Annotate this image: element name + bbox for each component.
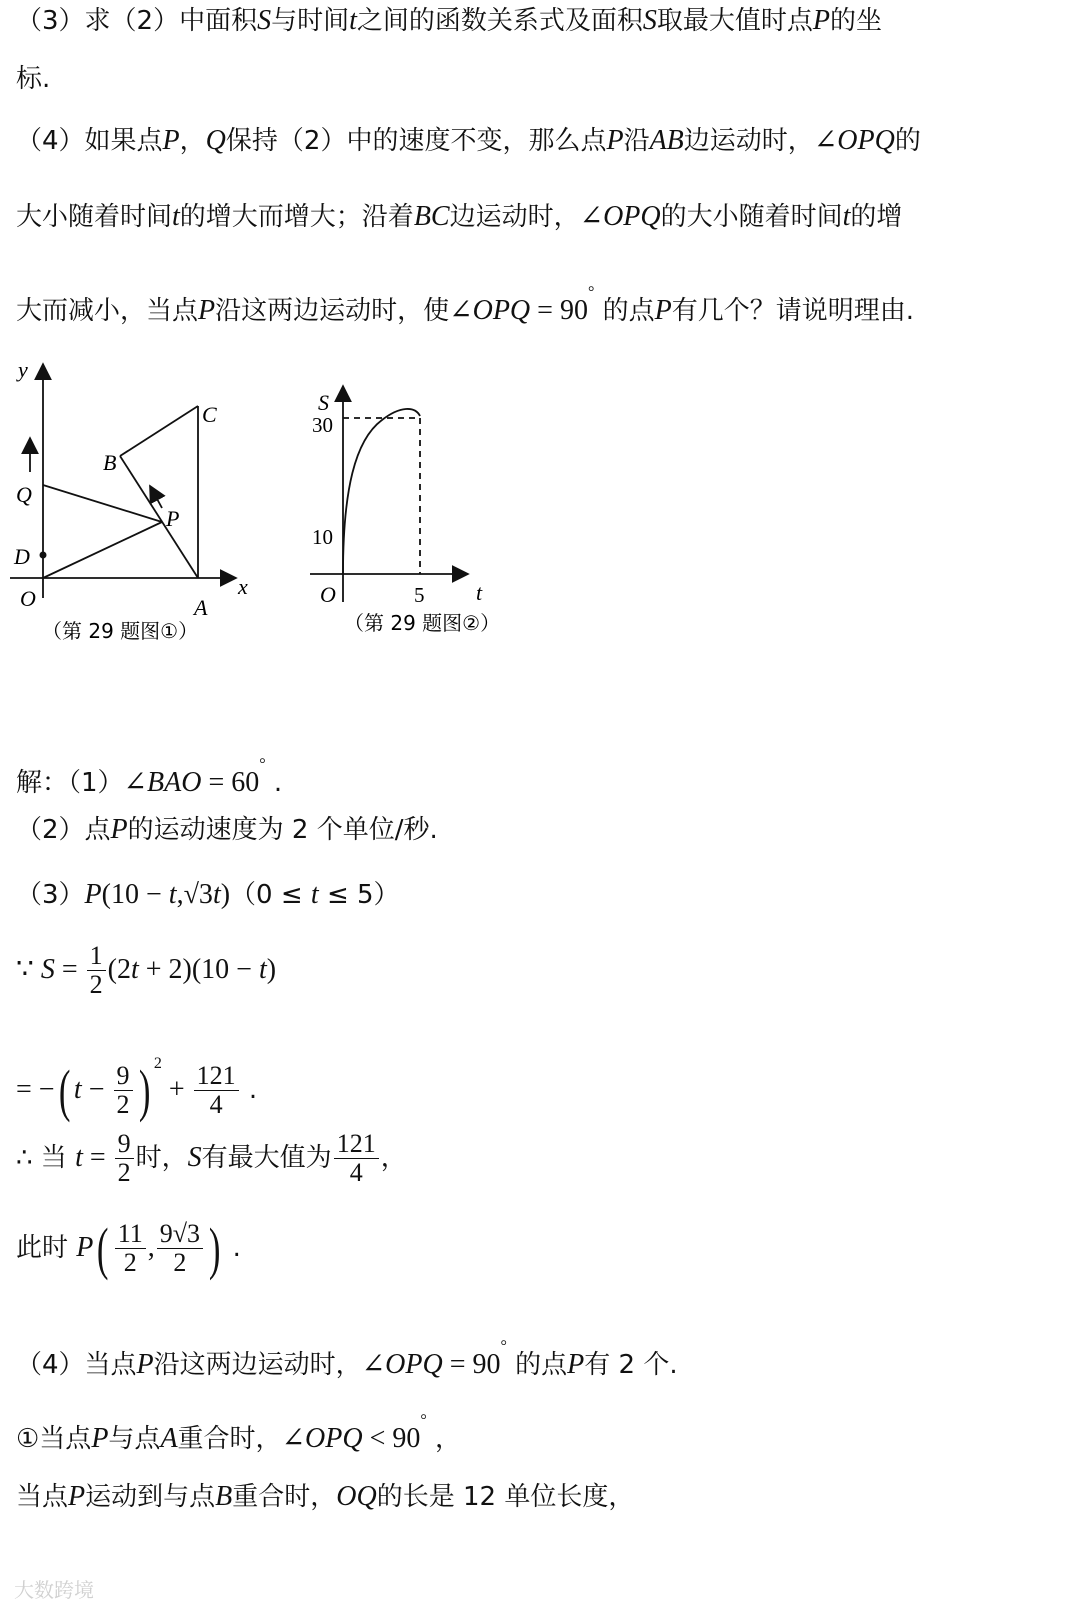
fig1-label-Q: Q bbox=[16, 482, 32, 507]
fig2-label-t: t bbox=[476, 580, 483, 605]
solution-line-5: = −( t − $\frac{9}{2}$ ) $^2$ + $\frac{121}{4}$ . bbox=[16, 1055, 258, 1123]
solution-line-4: ∵ S = $\frac{1}{2}$ (2t + 2)(10 − t) bbox=[16, 941, 277, 999]
solution-line-7: 此时 P( $\frac{11}{2}$ , $\frac{9√3}{2}$ ) . bbox=[16, 1215, 241, 1281]
figure-1-geometry bbox=[0, 350, 300, 660]
fig1-side-CB bbox=[120, 406, 198, 456]
fig1-point-D bbox=[40, 552, 47, 559]
solution-line-6: ∴ 当 t = $\frac{9}{2}$ 时，S有最大值为 $\frac{121}{4}$ ， bbox=[16, 1129, 407, 1187]
solution-line-2: （2）点P的运动速度为 2 个单位/秒. bbox=[16, 814, 438, 845]
watermark-logo: 大数跨境 bbox=[14, 1578, 94, 1602]
solution-line-9: ①当点P与点A重合时，∠OPQ < 90° ， bbox=[16, 1412, 462, 1454]
fig1-caption: （第 29 题图①） bbox=[42, 619, 199, 643]
fig2-label-5: 5 bbox=[414, 583, 425, 607]
solution-line-1: 解：（1）∠BAO = 60° . bbox=[16, 756, 283, 798]
fig1-label-x: x bbox=[238, 574, 248, 599]
figure-2-graph bbox=[300, 380, 540, 660]
solution-line-8: （4）当点P沿这两边运动时，∠OPQ = 90° 的点P有 2 个. bbox=[16, 1338, 678, 1380]
fig1-label-y: y bbox=[18, 357, 28, 382]
fig1-label-B: B bbox=[103, 450, 117, 475]
problem-part4-line3: 大而减小，当点P沿这两边运动时，使∠OPQ = 90° 的点P有几个？请说明理由. bbox=[16, 284, 914, 326]
problem-part4-line2: 大小随着时间t的增大而增大；沿着BC边运动时，∠OPQ的大小随着时间t的增 bbox=[16, 201, 903, 232]
solution-line-3: （3）P(10 − t,√3t)（0 ≤ t ≤ 5） bbox=[16, 879, 400, 910]
fig2-label-O: O bbox=[320, 582, 336, 607]
fig1-label-D: D bbox=[14, 544, 30, 569]
problem-part3-line2: 标. bbox=[16, 64, 51, 94]
fig1-label-C: C bbox=[202, 402, 217, 427]
fig1-side-BA bbox=[120, 456, 198, 578]
fig2-curve bbox=[343, 409, 420, 574]
fig2-caption: （第 29 题图②） bbox=[344, 611, 501, 635]
solution-line-10: 当点P运动到与点B重合时，OQ的长是 12 单位长度， bbox=[16, 1481, 635, 1512]
problem-part4-line1: （4）如果点P，Q保持（2）中的速度不变，那么点P沿AB边运动时，∠OPQ的 bbox=[16, 125, 921, 156]
fig1-segment-OP bbox=[43, 522, 162, 578]
fig2-label-10: 10 bbox=[312, 525, 333, 549]
fig1-segment-QP bbox=[43, 485, 162, 522]
fig1-label-P: P bbox=[166, 506, 180, 531]
fig1-label-A: A bbox=[194, 595, 208, 620]
problem-part3-line1: （3）求（2）中面积S与时间t之间的函数关系式及面积S取最大值时点P的坐 bbox=[16, 5, 883, 36]
fig1-label-O: O bbox=[20, 586, 36, 611]
fig2-label-S: S bbox=[318, 390, 329, 415]
fig2-label-30: 30 bbox=[312, 413, 333, 437]
